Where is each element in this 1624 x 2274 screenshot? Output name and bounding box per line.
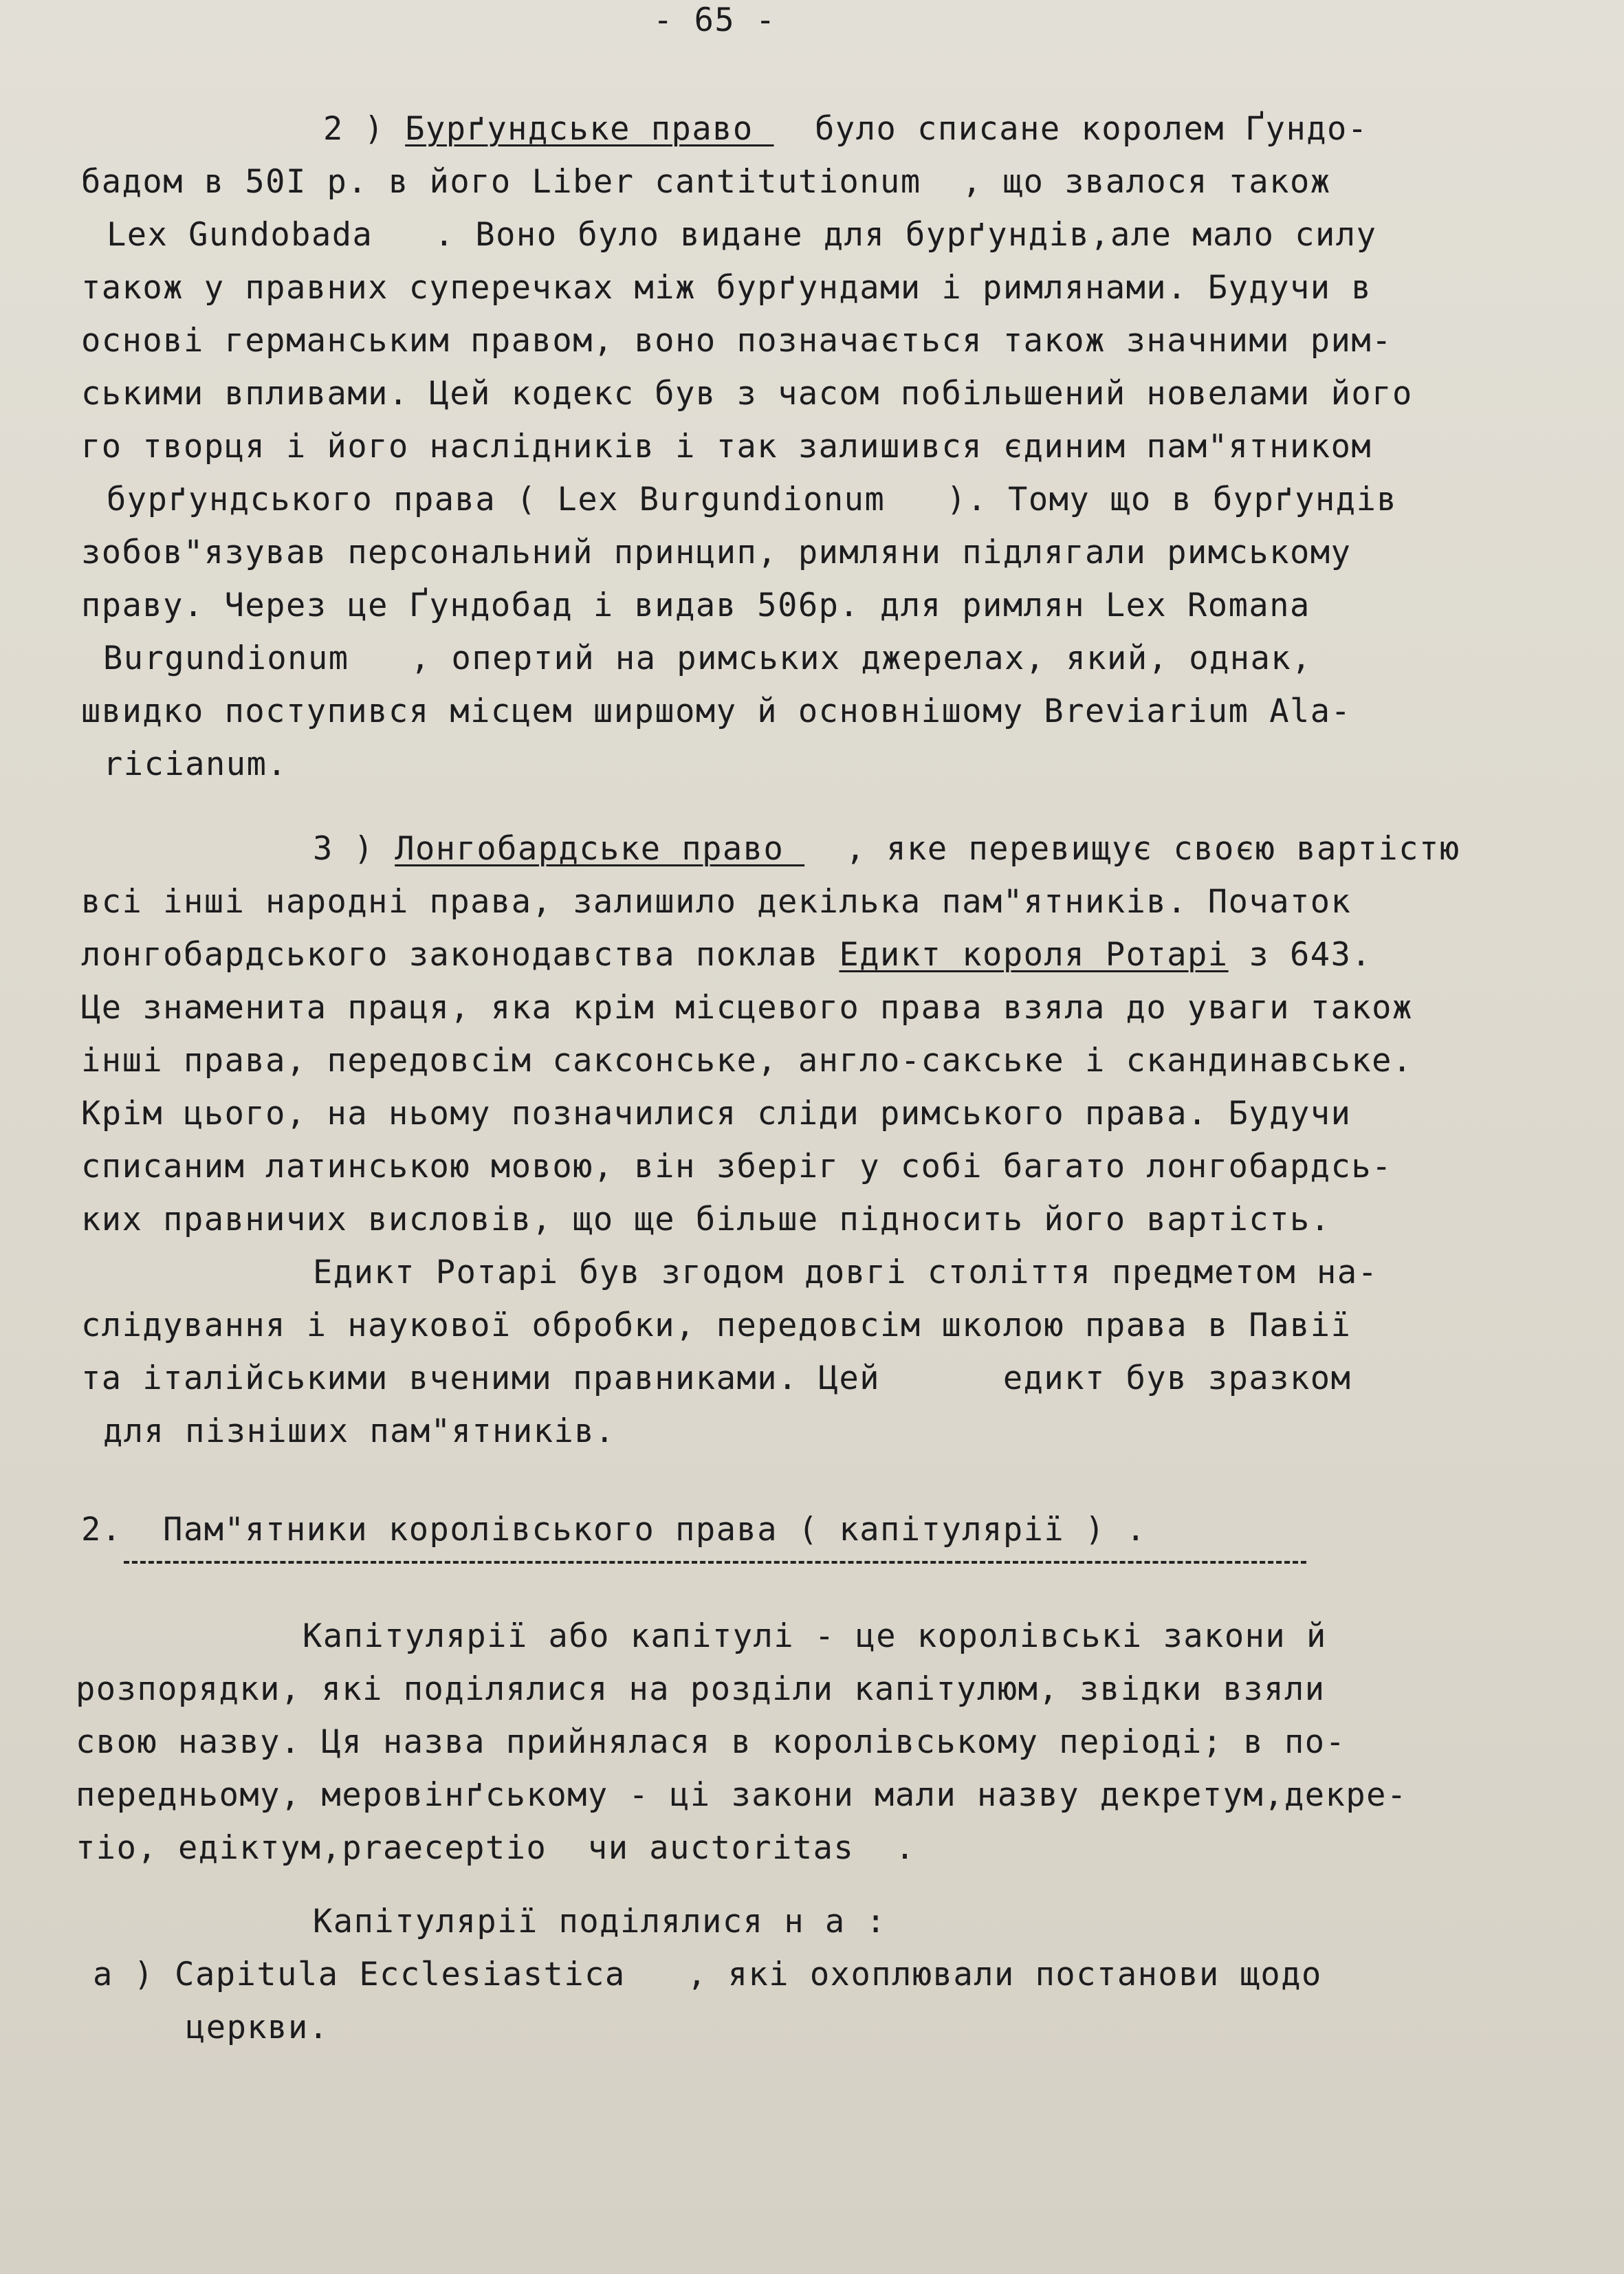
paragraph-line: Крім цього, на ньому позначилися сліди римського права. Будучи bbox=[81, 1095, 1352, 1133]
edict-of-rothari-title: Едикт короля Ротарі bbox=[839, 936, 1229, 974]
paragraph-line: праву. Через це Ґундобад і видав 506р. для римлян Lex Romana bbox=[81, 587, 1310, 624]
paragraph-line: Lex Gundobada . Воно було видане для бурґундів,але мало силу bbox=[107, 216, 1377, 254]
paragraph-line: основі германським правом, воно позначається також значними рим- bbox=[81, 322, 1392, 360]
paragraph-line: церкви. bbox=[186, 2009, 329, 2046]
paragraph-line: слідування і наукової обробки, передовсім школою права в Павії bbox=[81, 1307, 1352, 1344]
list-item: а ) Capitula Ecclesiastica , які охоплювали постанови щодо bbox=[93, 1956, 1322, 1993]
paragraph-line: Burgundionum , опертий на римських джерелах, який, однак, bbox=[103, 639, 1312, 677]
paragraph-line: тіо, едіктум,praeceptio чи auctoritas . bbox=[76, 1829, 916, 1867]
section-heading-capitularies: 2. Пам"ятники королівського права ( капітулярії ) . bbox=[81, 1511, 1147, 1549]
paragraph-line: інші права, передовсім саксонське, англо-сакське і скандинавське. bbox=[81, 1042, 1413, 1080]
paragraph-line: ricianum. bbox=[103, 745, 288, 783]
paragraph-line: ськими впливами. Цей кодекс був з часом побільшений новелами його bbox=[81, 375, 1413, 413]
section-title-burgundian: Бурґундське право bbox=[405, 110, 774, 148]
paragraph-line: всі інші народні права, залишило декілька пам"ятників. Початок bbox=[81, 883, 1352, 921]
section-title-lombard: Лонгобардське право bbox=[395, 830, 805, 868]
page-number: - 65 - bbox=[653, 1, 776, 39]
paragraph-line: свою назву. Ця назва прийнялася в королівському періоді; в по- bbox=[76, 1723, 1346, 1761]
paragraph-line: Едикт Ротарі був згодом довгі століття предметом на- bbox=[313, 1254, 1379, 1291]
paragraph-line: Це знаменита праця, яка крім місцевого права взяла до уваги також bbox=[81, 989, 1413, 1027]
paragraph-line: 2 ) Бурґундське право було списане королем Ґундо- bbox=[323, 110, 1368, 148]
paragraph-line: передньому, меровінґському - ці закони мали назву декретум,декре- bbox=[76, 1776, 1407, 1814]
paragraph-line: ких правничих висловів, що ще більше підносить його вартість. bbox=[81, 1201, 1331, 1238]
paragraph-line: бурґундського права ( Lex Burgundionum ). Тому що в бурґундів bbox=[107, 481, 1398, 518]
paragraph-line: го творця і його наслідників і так залишився єдиним пам"ятником bbox=[81, 428, 1372, 466]
paragraph-line: бадом в 50I р. в його Liber cantitutionum , що звалося також bbox=[81, 163, 1331, 201]
heading-dashed-underline bbox=[124, 1561, 1306, 1564]
paragraph-line: списаним латинською мовою, він зберіг у собі багато лонгобардсь- bbox=[81, 1148, 1392, 1185]
paragraph-line: швидко поступився місцем ширшому й основнішому Breviarium Ala- bbox=[81, 692, 1352, 730]
paragraph-line: Капітулярії або капітулі - це королівські закони й bbox=[303, 1617, 1327, 1655]
paragraph-line: для пізніших пам"ятників. bbox=[103, 1412, 615, 1450]
paragraph-line: зобов"язував персональний принцип, римляни підлягали римському bbox=[81, 534, 1352, 571]
paragraph-line: лонгобардського законодавства поклав Едикт короля Ротарі з 643. bbox=[81, 936, 1372, 974]
paragraph-line: та італійськими вченими правниками. Цей едикт був зразком bbox=[81, 1359, 1352, 1397]
paragraph-line: Капітулярії поділялися н а : bbox=[313, 1903, 887, 1940]
paragraph-line: 3 ) Лонгобардське право , яке перевищує своєю вартістю bbox=[313, 830, 1460, 868]
paragraph-line: розпорядки, які поділялися на розділи капітулюм, звідки взяли bbox=[76, 1670, 1326, 1708]
paragraph-line: також у правних суперечках між бурґундами і римлянами. Будучи в bbox=[81, 269, 1372, 307]
